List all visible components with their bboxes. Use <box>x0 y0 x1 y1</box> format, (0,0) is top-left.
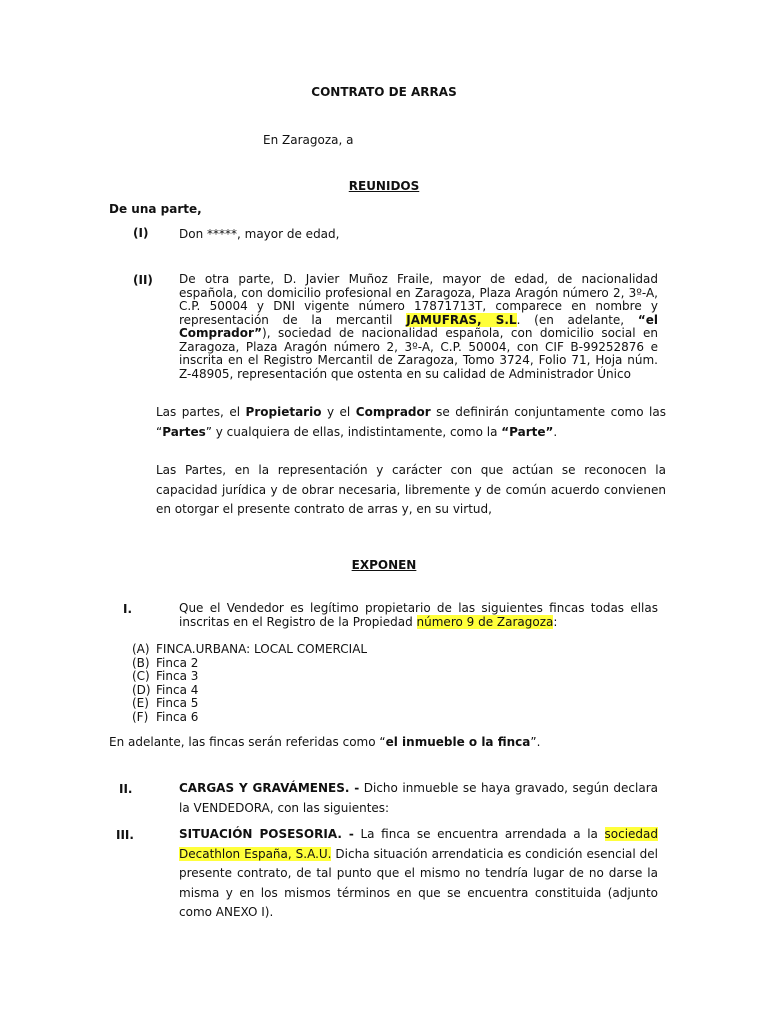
clause-i-number: I. <box>123 602 133 616</box>
exponen-heading: EXPONEN <box>351 558 417 572</box>
buyer-company-name: JAMUFRAS, S.L <box>406 312 517 327</box>
party-1-number: (I) <box>133 226 149 240</box>
tenant-highlight: sociedad Decathlon España, S.A.U. <box>179 827 658 861</box>
document-title: CONTRATO DE ARRAS <box>311 85 457 99</box>
list-item: (A) FINCA.URBANA: LOCAL COMERCIAL <box>132 642 368 656</box>
capacity-paragraph: Las Partes, en la representación y carácter con que actúan se reconocen la capacidad jurídica y de obrar necesaria, libremente y de común acuerdo convienen en otorgar el presente contrato de arras y, en su virtud, <box>156 463 666 516</box>
list-item: (C) Finca 3 <box>132 669 199 683</box>
registry-highlight: número 9 de Zaragoza <box>416 614 554 629</box>
reunidos-intro: De una parte, <box>109 202 202 216</box>
buyer-definition: “el Comprador” <box>179 312 658 340</box>
reunidos-heading: REUNIDOS <box>348 179 420 193</box>
list-item: (E) Finca 5 <box>132 696 199 710</box>
inmueble-definition: En adelante, las fincas serán referidas como “el inmueble o la finca”. <box>109 735 541 749</box>
fincas-list <box>132 643 367 724</box>
partes-definition-paragraph: Las partes, el Propietario y el Comprador se definirán conjuntamente como las “Partes” y cualquiera de ellas, indistintamente, como la “Parte”. <box>156 405 666 439</box>
party-1-text: Don *****, mayor de edad, <box>179 227 340 241</box>
clause-iii-text: SITUACIÓN POSESORIA. - La finca se encuentra arrendada a la sociedad Decathlon España, S.A.U. Dicha situación arrendaticia es condición esencial del presente contrato, de tal punto que el mismo no tendría lugar de no darse la misma y en los mismos términos en que se encuentra constituida (adjunto como ANEXO I). <box>179 827 658 919</box>
clause-iii-number: III. <box>116 828 134 842</box>
clause-ii-number: II. <box>119 782 133 796</box>
party-2-text: De otra parte, D. Javier Muñoz Fraile, mayor de edad, de nacionalidad española, con domicilio profesional en Zaragoza, Plaza Aragón número 2, 3º-A, C.P. 50004 y DNI vigente número 17871713T, comparece en nombre y representación de la mercantil JAMUFRAS, S.L. (en adelante, “el Comprador”), sociedad de nacionalidad española, con domicilio social en Zaragoza, Plaza Aragón número 2, 3º-A, C.P. 50004, con CIF B-99252876 e inscrita en el Registro Mercantil de Zaragoza, Tomo 3724, Folio 71, Hoja núm. Z-48905, representación que ostenta en su calidad de Administrador Único <box>179 272 658 381</box>
list-item: (D) Finca 4 <box>132 682 199 697</box>
list-item: (B) Finca 2 <box>132 655 199 670</box>
clause-ii-text: CARGAS Y GRAVÁMENES. - Dicho inmueble se haya gravado, según declara la VENDEDORA, con las siguientes: <box>179 781 659 815</box>
party-2-number: (II) <box>133 273 153 287</box>
place-date: En Zaragoza, a <box>263 133 354 147</box>
list-item: (F) Finca 6 <box>132 709 199 724</box>
clause-i-text: Que el Vendedor es legítimo propietario de las siguientes fincas todas ellas inscritas en el Registro de la Propiedad número 9 de Zaragoza: <box>179 601 658 629</box>
